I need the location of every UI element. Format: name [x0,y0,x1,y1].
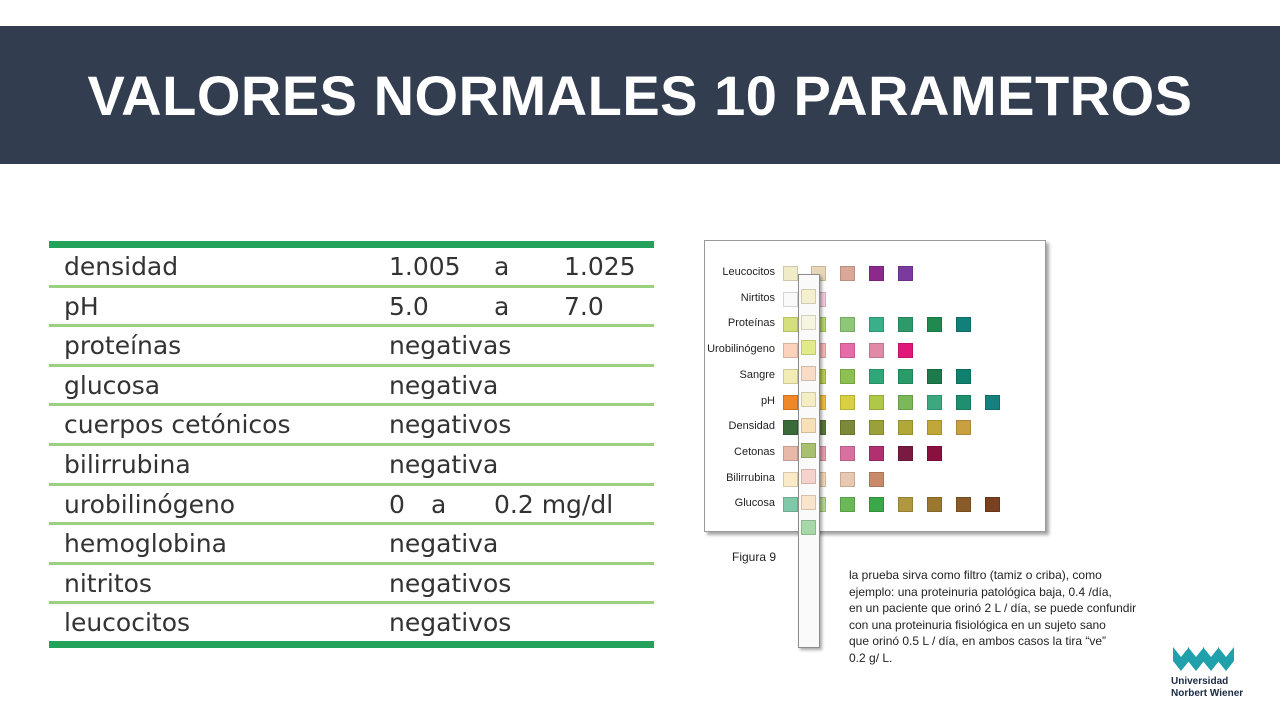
logo-line-2: Norbert Wiener [1171,688,1244,699]
color-swatch [783,497,798,512]
color-swatch [898,395,913,410]
chart-row-label: Proteínas [727,317,775,330]
color-swatch [783,446,798,461]
color-swatch [898,343,913,358]
parameter-value: negativos [389,410,512,440]
parameter-value: negativa [389,370,499,400]
color-swatch [783,420,798,435]
chart-row-label: Cetonas [734,445,775,458]
chart-row-label: Urobilinógeno [707,343,775,356]
color-swatch [869,266,884,281]
university-logo [1170,645,1270,705]
parameter-name: proteínas [64,331,182,361]
range-max: 1.025 [564,252,636,281]
parameter-value: negativa [389,449,499,479]
color-swatch [956,395,971,410]
note-line: la prueba sirva como filtro (tamiz o criba), como [849,568,1102,582]
parameter-value: negativas [389,331,512,361]
chart-row-label: Bilirrubina [726,471,775,484]
color-swatch [898,369,913,384]
range-min: 5.0 [389,291,429,321]
range-separator: a [431,489,447,519]
chart-row-label: Glucosa [734,497,775,510]
parameter-name: leucocitos [64,608,191,638]
parameter-name: densidad [64,252,179,281]
range-min: 0 [389,489,405,519]
color-swatch [840,369,855,384]
note-line: que orinó 0.5 L / día, en ambos casos la tira “ve” [849,634,1107,648]
color-swatch [927,446,942,461]
color-swatch [927,317,942,332]
figure-caption: Figura 9 [732,550,777,564]
note-line: con una proteinuria fisiológica en un sujeto sano [849,617,1106,632]
chart-row-label: Sangre [739,368,775,381]
color-swatch [898,420,913,435]
strip-pad [801,340,816,355]
table-row [49,565,654,605]
color-swatch [840,472,855,487]
strip-pad [801,418,816,433]
table-row [49,367,654,407]
table-row [49,486,654,526]
logo-book-icon [1172,645,1236,673]
color-swatch [840,266,855,281]
range-separator: a [494,291,510,321]
table-row [49,406,654,446]
table-row [49,288,654,328]
parameter-name: urobilinógeno [64,489,236,519]
range-max: 0.2 mg/dl [494,489,614,519]
strip-pad [801,469,816,484]
color-swatch [783,343,798,358]
parameter-name: glucosa [64,370,161,400]
color-swatch [783,472,798,487]
parameter-name: cuerpos cetónicos [64,410,291,440]
color-swatch [840,395,855,410]
strip-pad [801,392,816,407]
normal-values-table [49,241,654,648]
table-row [49,327,654,367]
strip-pad [801,315,816,330]
color-swatch [956,317,971,332]
strip-pad [801,495,816,510]
parameter-name: pH [64,291,99,321]
color-swatch [898,497,913,512]
strip-pad [801,366,816,381]
parameter-value: negativa [389,529,499,559]
parameter-name: nitritos [64,568,152,598]
chart-row-label: Leucocitos [722,266,775,278]
color-swatch [956,497,971,512]
color-swatch [869,446,884,461]
color-swatch [927,395,942,410]
chart-row-label: Densidad [728,420,775,433]
color-chart-card [704,240,1046,532]
strip-pad [801,520,816,535]
range-max: 7.0 [564,291,604,321]
color-swatch [869,369,884,384]
color-swatch [840,446,855,461]
color-swatch [927,420,942,435]
range-min: 1.005 [389,252,461,281]
title-band [0,26,1280,164]
table-row [49,604,654,641]
parameter-value: negativos [389,568,512,598]
color-swatch [869,395,884,410]
color-swatch [840,497,855,512]
urine-test-figure [700,236,1170,676]
color-swatch [956,369,971,384]
color-swatch [869,343,884,358]
note-line: 0.2 g/ L. [849,650,893,665]
color-swatch [869,472,884,487]
table-row [49,248,654,288]
color-swatch [869,420,884,435]
color-swatch [869,317,884,332]
parameter-value: negativos [389,608,512,638]
parameter-name: bilirrubina [64,449,191,479]
color-swatch [956,420,971,435]
color-swatch [840,420,855,435]
table-row [49,525,654,565]
color-swatch [783,395,798,410]
color-swatch [985,395,1000,410]
parameter-name: hemoglobina [64,529,227,559]
chart-row-label: Nirtitos [740,291,775,304]
logo-line-1: Universidad [1171,676,1229,687]
color-swatch [783,317,798,332]
slide-title: VALORES NORMALES 10 PARAMETROS [87,63,1193,127]
color-swatch [927,497,942,512]
chart-row-label: pH [760,394,775,407]
color-swatch [898,266,913,281]
color-swatch [898,446,913,461]
table-row [49,446,654,486]
color-swatch [985,497,1000,512]
color-swatch [840,317,855,332]
figure-note [849,567,1169,666]
strip-pad [801,443,816,458]
note-line: ejemplo: una proteinuria patológica baja, 0.4 /día, [849,584,1112,599]
strip-pad [801,289,816,304]
color-swatch [840,343,855,358]
color-swatch [783,266,798,281]
range-separator: a [494,252,510,281]
test-strip [798,274,820,648]
color-swatch [783,292,798,307]
note-line: en un paciente que orinó 2 L / día, se puede confundir [849,601,1137,615]
color-swatch [783,369,798,384]
color-swatch [927,369,942,384]
color-swatch [869,497,884,512]
color-swatch [898,317,913,332]
